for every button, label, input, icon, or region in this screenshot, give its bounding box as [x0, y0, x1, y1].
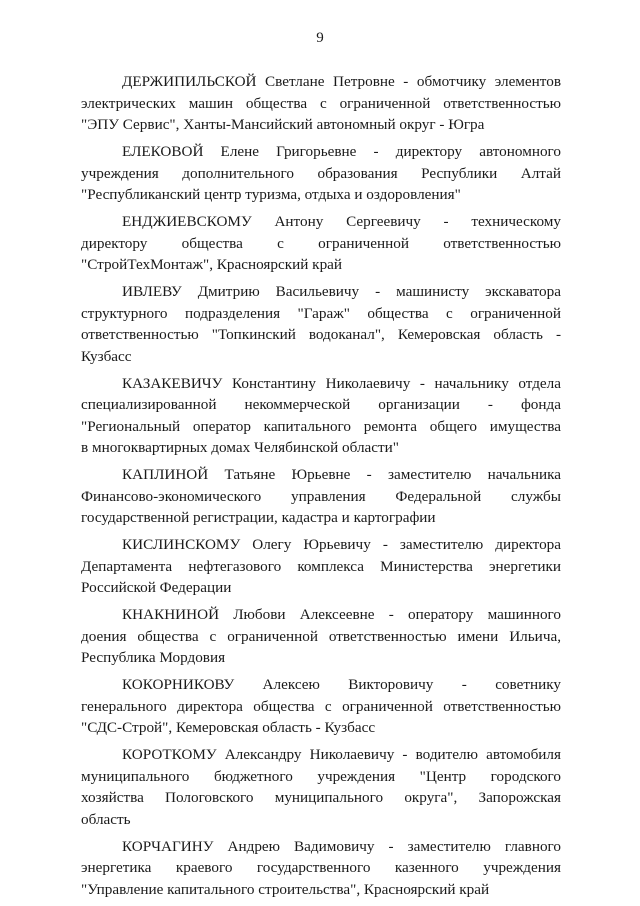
entry-line: энергетика краевого государственного казенного учреждения — [81, 859, 561, 876]
entry-line: Российской Федерации — [81, 579, 232, 596]
entry-line: область — [81, 810, 131, 828]
entry-line: ДЕРЖИПИЛЬСКОЙ Светлане Петровне - обмотчику элементов — [122, 73, 561, 90]
entry-line: "Региональный оператор капитального ремонта общего имущества — [81, 417, 561, 435]
award-list — [81, 71, 561, 906]
entry-line: учреждения дополнительного образования Республики Алтай — [81, 164, 561, 182]
entry-line: директору общества с ограниченной ответственностью — [81, 234, 561, 252]
entry-line: электрических машин общества с ограниченной ответственностью — [81, 94, 561, 112]
list-entry — [81, 211, 561, 276]
entry-line: "ЭПУ Сервис", Ханты-Мансийский автономный округ - Югра — [81, 116, 485, 133]
list-entry — [81, 744, 561, 830]
page-number: 9 — [316, 30, 324, 46]
entry-line: "СтройТехМонтаж", Красноярский край — [81, 256, 343, 273]
list-entry — [81, 71, 561, 136]
entry-line: Департамента нефтегазового комплекса Министерства энергетики — [81, 557, 561, 575]
entry-line: в многоквартирных домах Челябинской области" — [81, 439, 399, 456]
entry-line: специализированной некоммерческой организации - фонда — [81, 396, 561, 413]
entry-line: ЕЛЕКОВОЙ Елене Григорьевне - директору автономного — [122, 143, 561, 160]
entry-line: доения общества с ограниченной ответственностью имени Ильича, — [81, 627, 561, 645]
entry-line: КНАКНИНОЙ Любови Алексеевне - оператору машинного — [122, 606, 561, 623]
entry-line: КАЗАКЕВИЧУ Константину Николаевичу - начальнику отдела — [122, 374, 561, 392]
entry-line: муниципального бюджетного учреждения "Центр городского — [81, 767, 561, 785]
list-entry — [81, 464, 561, 529]
entry-line: Республика Мордовия — [81, 649, 226, 666]
list-entry — [81, 373, 561, 459]
list-entry — [81, 281, 561, 367]
entry-line: КОРЧАГИНУ Андрею Вадимовичу - заместителю главного — [122, 837, 561, 855]
list-entry — [81, 534, 561, 599]
entry-line: "Управление капитального строительства", Красноярский край — [81, 880, 490, 898]
list-entry — [81, 604, 561, 669]
entry-line: структурного подразделения "Гараж" общества с ограниченной — [81, 304, 561, 322]
entry-line: "СДС-Строй", Кемеровская область - Кузбасс — [81, 719, 376, 736]
entry-line: Кузбасс — [81, 347, 132, 365]
entry-line: "Республиканский центр туризма, отдыха и оздоровления" — [81, 186, 461, 203]
entry-line: КАПЛИНОЙ Татьяне Юрьевне - заместителю начальника — [122, 466, 561, 483]
entry-line: КИСЛИНСКОМУ Олегу Юрьевичу - заместителю директора — [122, 536, 561, 553]
entry-line: КОРОТКОМУ Александру Николаевичу - водителю автомобиля — [122, 746, 561, 763]
entry-line: ЕНДЖИЕВСКОМУ Антону Сергеевичу - техническому — [122, 213, 561, 230]
entry-line: хозяйства Пологовского муниципального округа", Запорожская — [81, 789, 561, 806]
entry-line: КОКОРНИКОВУ Алексею Викторовичу - советнику — [122, 676, 561, 693]
list-entry — [81, 836, 561, 901]
list-entry — [81, 674, 561, 739]
list-entry — [81, 141, 561, 206]
entry-line: Финансово-экономического управления Федеральной службы — [81, 487, 561, 505]
entry-line: генерального директора общества с ограниченной ответственностью — [81, 697, 561, 715]
entry-line: государственной регистрации, кадастра и картографии — [81, 509, 436, 526]
entry-line: ответственностью "Топкинский водоканал", Кемеровская область - — [81, 326, 561, 343]
entry-line: ИВЛЕВУ Дмитрию Васильевичу - машинисту экскаватора — [122, 283, 561, 300]
